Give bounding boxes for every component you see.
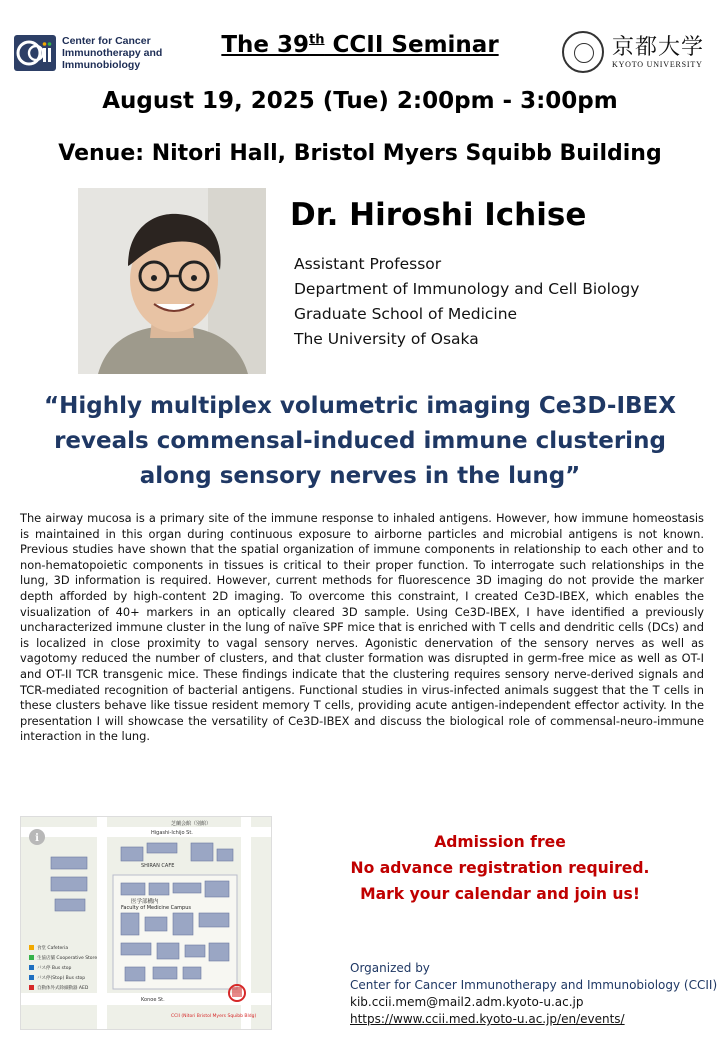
kyoto-university-seal-icon xyxy=(562,31,604,73)
campus-map-graphic xyxy=(21,817,272,1030)
ccii-logo-mark xyxy=(14,35,56,71)
kyoto-university-jp: 京都大学 xyxy=(612,34,705,60)
ccii-logo-text xyxy=(62,35,162,71)
event-venue: Venue: Nitori Hall, Bristol Myers Squibb Building xyxy=(58,141,662,166)
map-legend-aed: 自動体外式除細動器 AED xyxy=(37,986,89,991)
speaker-name: Dr. Hiroshi Ichise xyxy=(290,197,587,233)
talk-abstract: The airway mucosa is a primary site of the immune response to inhaled antigens. However, how immune homeostasis is maintained in this organ during continuous exposure to airborne particles and microbial antigens is not known. Previous studies have shown that the spatial organization of immune components in relationship to each other and to non-hematopoietic components in tissues is critical to their proper function. To interrogate such relationships in the lung, 3D information is required. However, current methods for fluorescence 3D imaging do not provide the marker depth afforded by high-content 2D imaging. To overcome this constraint, I created Ce3D-IBEX, which enables the visualization of 40+ markers in an optically cleared 3D sample. Using Ce3D-IBEX, I have identified a previously uncharacterized immune cluster in the lung of naïve SPF mice that is enriched with T cells and dendritic cells (DCs) and is localized in close proximity to vagal sensory nerves. Agonistic denervation of the sensory nerves as well as vagotomy reduced the number of clusters, and that cluster formation was disrupted in germ-free mice as well as OT-I and OT-II TCR transgenic mice. These findings indicate that the clustering requires sensory nerve-derived signals and TCR-mediated recognition of bacterial antigens. Functional studies in virus-infected animals suggest that the T cells in these clusters behave like tissue resident memory T cells, providing acute antigen-independent effector activity. In the presentation I will showcase the versatility of Ce3D-IBEX and discuss the biological role of commensal-neuro-immune interaction in the lung. xyxy=(20,511,704,744)
speaker-university: The University of Osaka xyxy=(294,330,479,348)
ccii-logo-graphic xyxy=(14,35,56,71)
speaker-position: Assistant Professor xyxy=(294,255,442,273)
speaker-affiliation xyxy=(294,252,639,352)
organizer-block xyxy=(350,960,717,1028)
speaker-photo xyxy=(78,188,266,374)
map-info-icon: i xyxy=(35,833,39,844)
map-label-faculty-jp: 医学部構内 xyxy=(131,899,159,905)
map-label-bms: CCII (Nitori Bristol Myers Squibb Bldg) xyxy=(171,1014,257,1019)
map-label-higashi-ichijo: Higashi-Ichijo St. xyxy=(151,830,193,836)
admission-notice xyxy=(340,829,660,907)
kyoto-university-en: KYOTO UNIVERSITY xyxy=(612,59,703,69)
seminar-title-sup: th xyxy=(309,32,325,48)
ccii-logo-line2: Immunotherapy and xyxy=(62,47,163,59)
organizer-url-link[interactable]: https://www.ccii.med.kyoto-u.ac.jp/en/events/ xyxy=(350,1012,625,1026)
seminar-title-post: CCII Seminar xyxy=(324,32,499,58)
event-date-time: August 19, 2025 (Tue) 2:00pm - 3:00pm xyxy=(102,88,618,114)
map-label-shiran-jp: 芝蘭会館（別館） xyxy=(171,821,212,827)
campus-map xyxy=(20,816,272,1030)
speaker-department: Department of Immunology and Cell Biology xyxy=(294,280,640,298)
map-legend-store: 生協店舗 Cooperative Store xyxy=(37,956,98,961)
admission-free: Admission free xyxy=(434,833,566,851)
map-legend-bus: バス停 Bus stop xyxy=(37,966,72,971)
map-legend-bus-stop: バス停(Stop) Bus stop xyxy=(37,976,86,981)
map-label-konoe: Konoe St. xyxy=(141,997,165,1003)
speaker-portrait-graphic xyxy=(78,188,266,374)
seminar-title-pre: The 39 xyxy=(221,32,310,58)
organizer-label: Organized by xyxy=(350,961,430,975)
seminar-title xyxy=(190,32,530,58)
organizer-name: Center for Cancer Immunotherapy and Immunobiology (CCII) xyxy=(350,978,718,992)
map-label-shiran-cafe: SHIRAN CAFE xyxy=(141,863,175,869)
admission-join-us: Mark your calendar and join us! xyxy=(360,885,640,903)
kyoto-university-wordmark xyxy=(612,36,704,69)
ccii-logo-line3: Immunobiology xyxy=(62,59,141,71)
speaker-school: Graduate School of Medicine xyxy=(294,305,518,323)
admission-no-registration: No advance registration required. xyxy=(350,859,650,877)
ccii-logo xyxy=(14,34,184,72)
map-label-faculty: Faculty of Medicine Campus xyxy=(121,905,192,911)
organizer-email[interactable]: kib.ccii.mem@mail2.adm.kyoto-u.ac.jp xyxy=(350,995,584,1009)
map-legend-cafeteria: 食堂 Cafeteria xyxy=(37,946,69,951)
ccii-logo-line1: Center for Cancer xyxy=(62,35,151,47)
kyoto-university-logo xyxy=(562,30,712,74)
talk-title: “Highly multiplex volumetric imaging Ce3D-IBEX reveals commensal-induced immune clustering along sensory nerves in the lung” xyxy=(44,393,676,489)
